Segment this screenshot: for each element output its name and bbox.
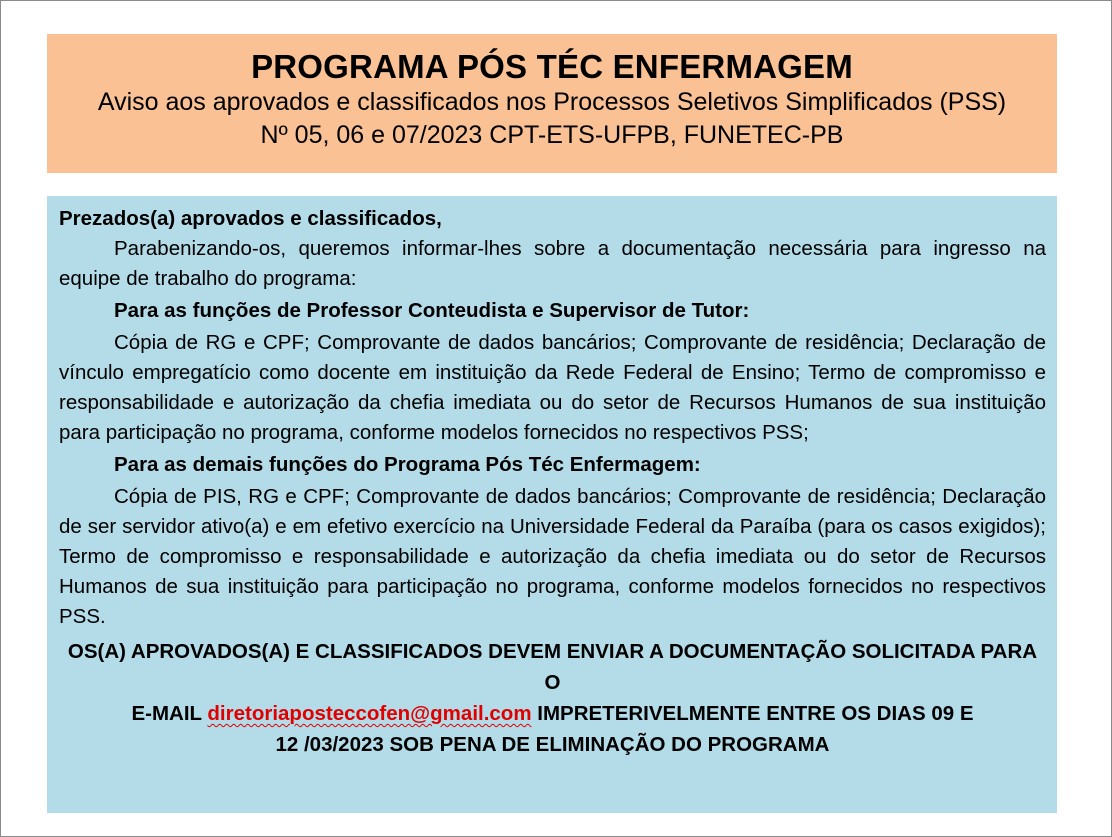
email-link[interactable]: diretoriaposteccofen@gmail.com [207, 702, 532, 725]
header-subtitle-line2: Nº 05, 06 e 07/2023 CPT-ETS-UFPB, FUNETEC-PB [260, 121, 844, 149]
notice-line3: 12 /03/2023 SOB PENA DE ELIMINAÇÃO DO PROGRAMA [275, 733, 830, 756]
notice-line2 [59, 698, 1046, 729]
section1-text: Cópia de RG e CPF; Comprovante de dados bancários; Comprovante de residência; Declaração de vínculo empregatício como docente em instituição da Rede Federal de Ensino; Termo de compromisso e responsabilidade e autorização da chefia imediata ou do setor de Recursos Humanos de sua instituição para participação no programa, conforme modelos fornecidos no respectivos PSS; [59, 331, 1046, 444]
header-banner [47, 34, 1057, 173]
deadline-notice [59, 636, 1046, 760]
intro-paragraph: Parabenizando-os, queremos informar-lhes sobre a documentação necessária para ingresso na equipe de trabalho do programa: [59, 237, 1046, 290]
notice-email-prefix: E-MAIL [131, 702, 208, 725]
section2-text: Cópia de PIS, RG e CPF; Comprovante de dados bancários; Comprovante de residência; Declaração de ser servidor ativo(a) e em efetivo exercício na Universidade Federal da Paraíba (para os casos exigidos); Termo de compromisso e responsabilidade e autorização da chefia imediata ou do setor de Recursos Humanos de sua instituição para participação no programa, conforme modelos fornecidos no respectivos PSS. [59, 485, 1046, 628]
notice-line1: OS(A) APROVADOS(A) E CLASSIFICADOS DEVEM ENVIAR A DOCUMENTAÇÃO SOLICITADA PARA O [67, 640, 1038, 694]
content-box [47, 196, 1057, 813]
greeting: Prezados(a) aprovados e classificados, [59, 207, 442, 230]
section2-heading: Para as demais funções do Programa Pós Téc Enfermagem: [114, 453, 701, 476]
page-title: PROGRAMA PÓS TÉC ENFERMAGEM [251, 48, 853, 85]
notice-email-suffix: IMPRETERIVELMENTE ENTRE OS DIAS 09 E [531, 702, 974, 725]
header-subtitle-line1: Aviso aos aprovados e classificados nos Processos Seletivos Simplificados (PSS) [97, 88, 1007, 116]
section1-heading: Para as funções de Professor Conteudista e Supervisor de Tutor: [114, 299, 750, 322]
